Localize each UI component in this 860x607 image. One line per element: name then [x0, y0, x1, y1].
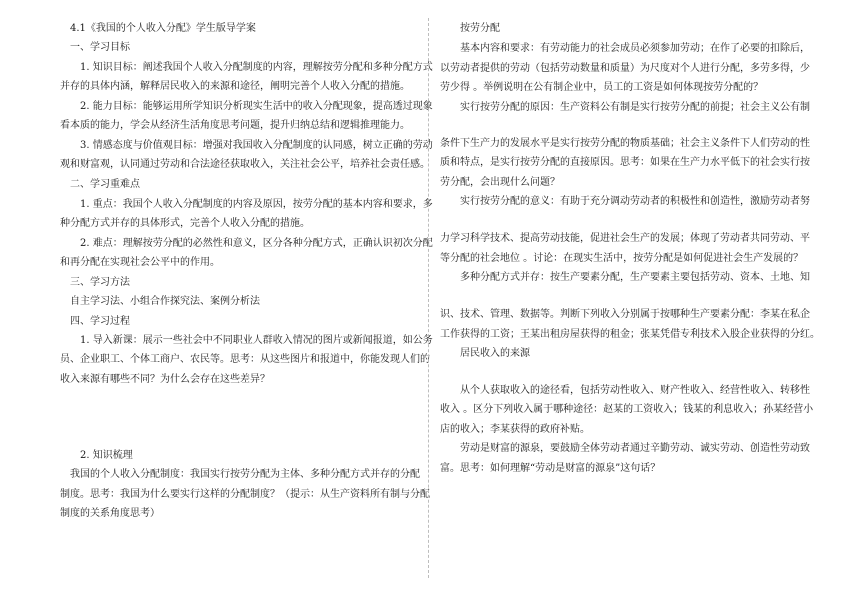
right-text-line: 识、技术、管理、数据等。判断下列收入分别属于按哪种生产要素分配：李某在私企	[440, 309, 810, 320]
left-text-line: 收入来源有哪些不同？为什么会存在这些差异？	[60, 374, 270, 385]
left-text-line: 观和财富观，认同通过劳动和合法途径获取收入，关注社会公平，培养社会责任感。	[60, 159, 430, 170]
left-text-line: 2. 难点：理解按劳分配的必然性和意义，区分各种分配方式，正确认识初次分配	[80, 238, 433, 249]
right-text-line: 条件下生产力的发展水平是实行按劳分配的物质基础；社会主义条件下人们劳动的性	[440, 138, 810, 149]
left-text-line: 看本质的能力，学会从经济生活角度思考问题，提升归纳总结和逻辑推理能力。	[60, 120, 410, 131]
left-text-line: 制度的关系角度思考）	[60, 508, 160, 519]
left-text-line: 自主学习法、小组合作探究法、案例分析法	[70, 296, 260, 307]
right-text-line: 质和特点，是实行按劳分配的直接原因。思考：如果在生产力水平低下的社会实行按	[440, 157, 810, 168]
right-text-line: 劳分配，会出现什么问题？	[440, 177, 560, 188]
left-text-line: 1. 重点：我国个人收入分配制度的内容及原因，按劳分配的基本内容和要求，多	[80, 199, 433, 210]
left-text-line: 2. 能力目标：能够运用所学知识分析现实生活中的收入分配现象，提高透过现象	[80, 101, 433, 112]
right-text-line: 工作获得的工资；王某出租房屋获得的租金；张某凭借专利技术入股企业获得的分红。	[440, 329, 820, 340]
right-text-line: 多种分配方式并存：按生产要素分配，生产要素主要包括劳动、资本、土地、知	[460, 272, 810, 283]
left-text-line: 1. 导入新课：展示一些社会中不同职业人群收入情况的图片或新闻报道，如公务	[80, 335, 433, 346]
left-text-line: 二、学习重难点	[70, 179, 140, 190]
right-text-line: 基本内容和要求：有劳动能力的社会成员必须参加劳动；在作了必要的扣除后，	[460, 43, 810, 54]
right-text-line: 劳动是财富的源泉，要鼓励全体劳动者通过辛勤劳动、诚实劳动、创造性劳动致	[460, 443, 810, 454]
left-text-line: 四、学习过程	[70, 316, 130, 327]
right-text-line: 按劳分配	[460, 23, 500, 34]
left-text-line: 一、学习目标	[70, 42, 130, 53]
right-text-line: 实行按劳分配的意义：有助于充分调动劳动者的积极性和创造性，激励劳动者努	[460, 196, 810, 207]
right-text-line: 从个人获取收入的途径看，包括劳动性收入、财产性收入、经营性收入、转移性	[460, 385, 810, 396]
left-text-line: 三、学习方法	[70, 277, 130, 288]
right-text-line: 力学习科学技术、提高劳动技能，促进社会生产的发展；体现了劳动者共同劳动、平	[440, 233, 810, 244]
left-text-line: 我国的个人收入分配制度：我国实行按劳分配为主体、多种分配方式并存的分配	[70, 469, 420, 480]
left-text-line: 和再分配在实现社会公平中的作用。	[60, 257, 220, 268]
left-text-line: 2. 知识梳理	[80, 450, 133, 461]
left-text-line: 种分配方式并存的具体形式，完善个人收入分配的措施。	[60, 218, 310, 229]
right-text-line: 居民收入的来源	[460, 348, 530, 359]
right-text-line: 店的收入；李某获得的政府补贴。	[440, 424, 590, 435]
right-text-line: 富。思考：如何理解“劳动是财富的源泉”这句话？	[440, 463, 661, 474]
right-text-line: 实行按劳分配的原因：生产资料公有制是实行按劳分配的前提；社会主义公有制	[460, 102, 810, 113]
left-text-line: 制度。思考：我国为什么要实行这样的分配制度？（提示：从生产资料所有制与分配	[60, 489, 430, 500]
right-text-line: 劳少得 。举例说明在公有制企业中，员工的工资是如何体现按劳分配的？	[440, 82, 764, 93]
left-text-line: 1. 知识目标：阐述我国个人收入分配制度的内容，理解按劳分配和多种分配方式	[80, 62, 433, 73]
right-text-line: 收入 。区分下列收入属于哪种途径：赵某的工资收入；钱某的利息收入；孙某经营小	[440, 404, 814, 415]
left-text-line: 员、企业职工、个体工商户、农民等。思考：从这些图片和报道中，你能发现人们的	[60, 354, 430, 365]
left-text-line: 3. 情感态度与价值观目标：增强对我国收入分配制度的认同感，树立正确的劳动	[80, 140, 433, 151]
left-text-line: 并存的具体内涵，解释居民收入的来源和途径，阐明完善个人收入分配的措施。	[60, 81, 410, 92]
right-text-line: 以劳动者提供的劳动（包括劳动数量和质量）为尺度对个人进行分配，多劳多得，少	[440, 63, 810, 74]
column-divider	[428, 18, 429, 578]
right-text-line: 等分配的社会地位 。讨论：在现实生活中，按劳分配是如何促进社会生产发展的？	[440, 253, 804, 264]
left-text-line: 4.1《我国的个人收入分配》学生版导学案	[70, 23, 256, 34]
